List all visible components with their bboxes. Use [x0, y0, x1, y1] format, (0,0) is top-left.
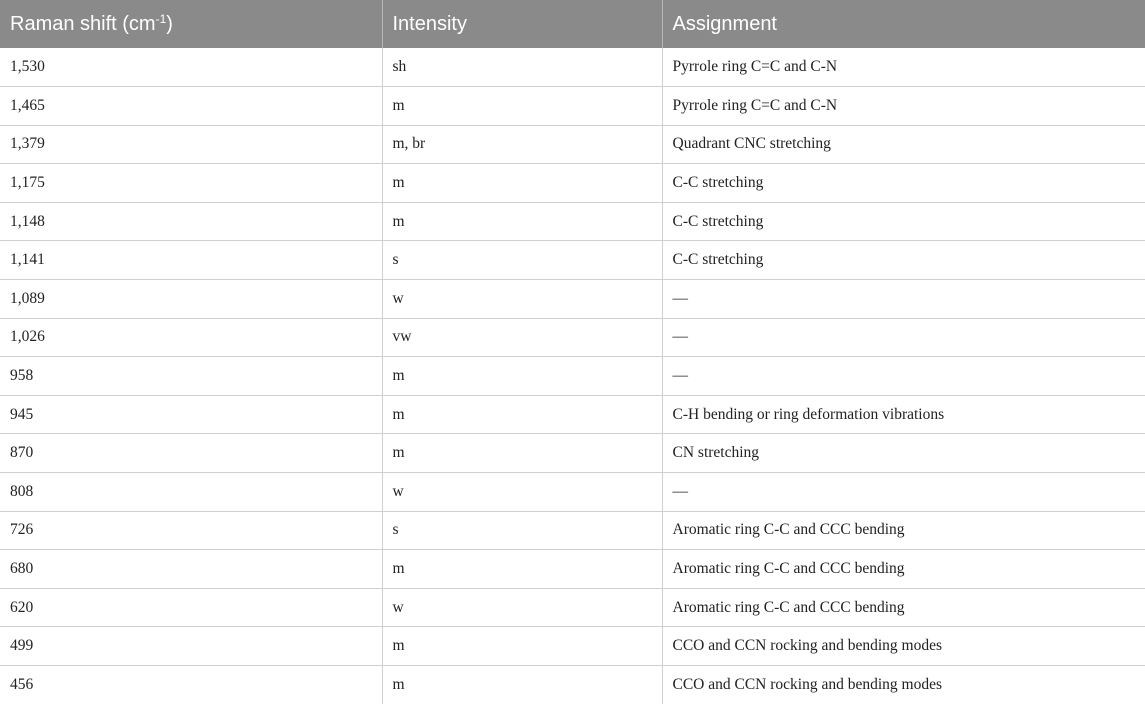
table-body — [0, 48, 1145, 704]
cell-intensity: m — [382, 87, 662, 126]
header-intensity: Intensity — [382, 0, 662, 48]
cell-assignment: — — [662, 357, 1145, 396]
table-row — [0, 87, 1145, 126]
cell-raman-shift: 499 — [0, 627, 382, 666]
header-assignment: Assignment — [662, 0, 1145, 48]
cell-intensity: m — [382, 666, 662, 704]
cell-intensity: vw — [382, 318, 662, 357]
cell-assignment: CN stretching — [662, 434, 1145, 473]
cell-assignment: Quadrant CNC stretching — [662, 125, 1145, 164]
cell-assignment: C-H bending or ring deformation vibrations — [662, 395, 1145, 434]
cell-intensity: m — [382, 202, 662, 241]
cell-raman-shift: 680 — [0, 550, 382, 589]
header-shift-suffix: ) — [166, 13, 173, 35]
cell-intensity: w — [382, 473, 662, 512]
cell-raman-shift: 1,148 — [0, 202, 382, 241]
cell-assignment: Aromatic ring C-C and CCC bending — [662, 550, 1145, 589]
cell-assignment: CCO and CCN rocking and bending modes — [662, 627, 1145, 666]
header-raman-shift — [0, 0, 382, 48]
table-row — [0, 280, 1145, 319]
cell-intensity: m — [382, 395, 662, 434]
table-row — [0, 164, 1145, 203]
cell-assignment: — — [662, 280, 1145, 319]
cell-raman-shift: 1,379 — [0, 125, 382, 164]
cell-assignment: C-C stretching — [662, 241, 1145, 280]
header-shift-prefix: Raman shift (cm — [10, 13, 156, 35]
table-row — [0, 666, 1145, 704]
cell-assignment: C-C stretching — [662, 164, 1145, 203]
cell-intensity: m — [382, 357, 662, 396]
cell-intensity: s — [382, 511, 662, 550]
table-row — [0, 511, 1145, 550]
header-shift-superscript: -1 — [156, 12, 167, 26]
cell-raman-shift: 945 — [0, 395, 382, 434]
cell-assignment: C-C stretching — [662, 202, 1145, 241]
table-row — [0, 48, 1145, 87]
table-row — [0, 434, 1145, 473]
cell-assignment: — — [662, 318, 1145, 357]
cell-assignment: Aromatic ring C-C and CCC bending — [662, 588, 1145, 627]
cell-raman-shift: 870 — [0, 434, 382, 473]
table-row — [0, 550, 1145, 589]
cell-assignment: Pyrrole ring C=C and C-N — [662, 48, 1145, 87]
cell-intensity: m — [382, 164, 662, 203]
cell-raman-shift: 620 — [0, 588, 382, 627]
cell-intensity: m — [382, 550, 662, 589]
cell-raman-shift: 1,465 — [0, 87, 382, 126]
cell-intensity: sh — [382, 48, 662, 87]
cell-assignment: Aromatic ring C-C and CCC bending — [662, 511, 1145, 550]
table-row — [0, 125, 1145, 164]
table-row — [0, 241, 1145, 280]
header-row — [0, 0, 1145, 48]
table-row — [0, 473, 1145, 512]
cell-assignment: — — [662, 473, 1145, 512]
cell-raman-shift: 456 — [0, 666, 382, 704]
table-row — [0, 627, 1145, 666]
cell-raman-shift: 1,175 — [0, 164, 382, 203]
table-row — [0, 318, 1145, 357]
cell-assignment: Pyrrole ring C=C and C-N — [662, 87, 1145, 126]
cell-intensity: m — [382, 434, 662, 473]
cell-intensity: w — [382, 588, 662, 627]
table-row — [0, 357, 1145, 396]
cell-intensity: m, br — [382, 125, 662, 164]
cell-raman-shift: 1,089 — [0, 280, 382, 319]
cell-raman-shift: 1,141 — [0, 241, 382, 280]
table-row — [0, 588, 1145, 627]
table-row — [0, 202, 1145, 241]
cell-raman-shift: 1,530 — [0, 48, 382, 87]
cell-assignment: CCO and CCN rocking and bending modes — [662, 666, 1145, 704]
table-header — [0, 0, 1145, 48]
cell-raman-shift: 1,026 — [0, 318, 382, 357]
cell-intensity: w — [382, 280, 662, 319]
cell-raman-shift: 808 — [0, 473, 382, 512]
cell-raman-shift: 726 — [0, 511, 382, 550]
table-row — [0, 395, 1145, 434]
cell-raman-shift: 958 — [0, 357, 382, 396]
cell-intensity: m — [382, 627, 662, 666]
cell-intensity: s — [382, 241, 662, 280]
